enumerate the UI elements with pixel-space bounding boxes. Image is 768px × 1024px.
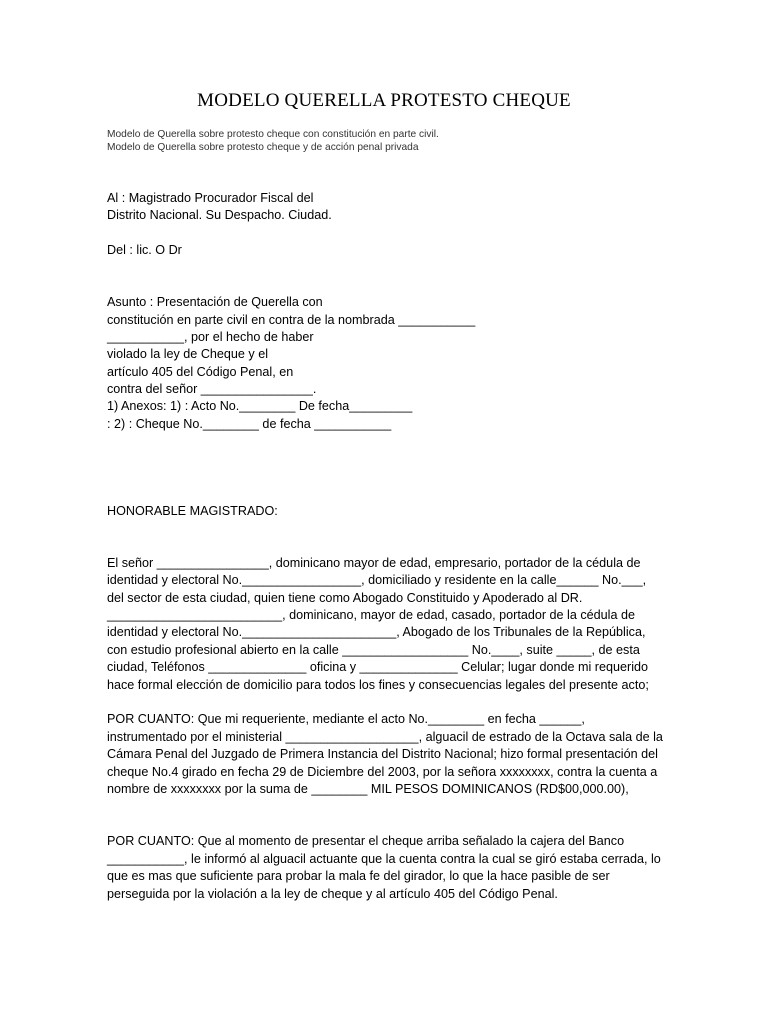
subject-line: artículo 405 del Código Penal, en <box>107 365 294 379</box>
subject-line: Asunto : Presentación de Querella con <box>107 295 323 309</box>
addressee-line: Al : Magistrado Procurador Fiscal del <box>107 191 314 205</box>
paragraph1-line: hace formal elección de domicilio para todos los fines y consecuencias legales del presente acto; <box>107 678 649 692</box>
document-title: MODELO QUERELLA PROTESTO CHEQUE <box>197 90 571 111</box>
paragraph2-line: Cámara Penal del Juzgado de Primera Instancia del Distrito Nacional; hizo formal presentación del <box>107 747 658 761</box>
subject-line: constitución en parte civil en contra de la nombrada ___________ <box>107 313 476 327</box>
paragraph1-line: con estudio profesional abierto en la calle __________________ No.____, suite _____, de esta <box>107 643 640 657</box>
paragraph1-line: El señor ________________, dominicano mayor de edad, empresario, portador de la cédula de <box>107 556 641 570</box>
paragraph1-line: ciudad, Teléfonos ______________ oficina y ______________ Celular; lugar donde mi requerido <box>107 660 649 674</box>
paragraph1-line: identidad y electoral No.______________________, Abogado de los Tribunales de la República, <box>107 625 646 639</box>
subtitle-line: Modelo de Querella sobre protesto cheque con constitución en parte civil. <box>107 129 439 140</box>
paragraph2-line: nombre de xxxxxxxx por la suma de ________ MIL PESOS DOMINICANOS (RD$00,000.00), <box>107 782 629 796</box>
paragraph3-line: POR CUANTO: Que al momento de presentar el cheque arriba señalado la cajera del Banco <box>107 834 625 848</box>
paragraph1-line: _________________________, dominicano, mayor de edad, casado, portador de la cédula de <box>107 608 635 622</box>
subject-line: contra del señor ________________. <box>107 382 317 396</box>
annex-line: 1) Anexos: 1) : Acto No.________ De fecha_________ <box>107 399 413 413</box>
salutation: HONORABLE MAGISTRADO: <box>107 504 278 518</box>
addressee-line: Distrito Nacional. Su Despacho. Ciudad. <box>107 208 332 222</box>
annex-line: : 2) : Cheque No.________ de fecha ___________ <box>107 417 392 431</box>
subject-line: violado la ley de Cheque y el <box>107 347 269 361</box>
paragraph1-line: del sector de esta ciudad, quien tiene como Abogado Constituido y Apoderado al DR. <box>107 591 583 605</box>
from-line: Del : lic. O Dr <box>107 243 182 257</box>
subtitle-line: Modelo de Querella sobre protesto cheque y de acción penal privada <box>107 142 419 153</box>
paragraph3-line: perseguida por la violación a la ley de cheque y al artículo 405 del Código Penal. <box>107 887 558 901</box>
paragraph1-line: identidad y electoral No._________________, domiciliado y residente en la calle______ No.___, <box>107 573 647 587</box>
paragraph3-line: ___________, le informó al alguacil actuante que la cuenta contra la cual se giró estaba cerrada, lo <box>107 852 661 866</box>
subject-line: ___________, por el hecho de haber <box>107 330 314 344</box>
paragraph2-line: POR CUANTO: Que mi requeriente, mediante el acto No.________ en fecha ______, <box>107 712 585 726</box>
paragraph3-line: que es mas que suficiente para probar la mala fe del girador, lo que la hace pasible de ser <box>107 869 610 883</box>
paragraph2-line: cheque No.4 girado en fecha 29 de Diciembre del 2003, por la señora xxxxxxxx, contra la cuenta a <box>107 765 658 779</box>
paragraph2-line: instrumentado por el ministerial ___________________, alguacil de estrado de la Octava sala de la <box>107 730 663 744</box>
